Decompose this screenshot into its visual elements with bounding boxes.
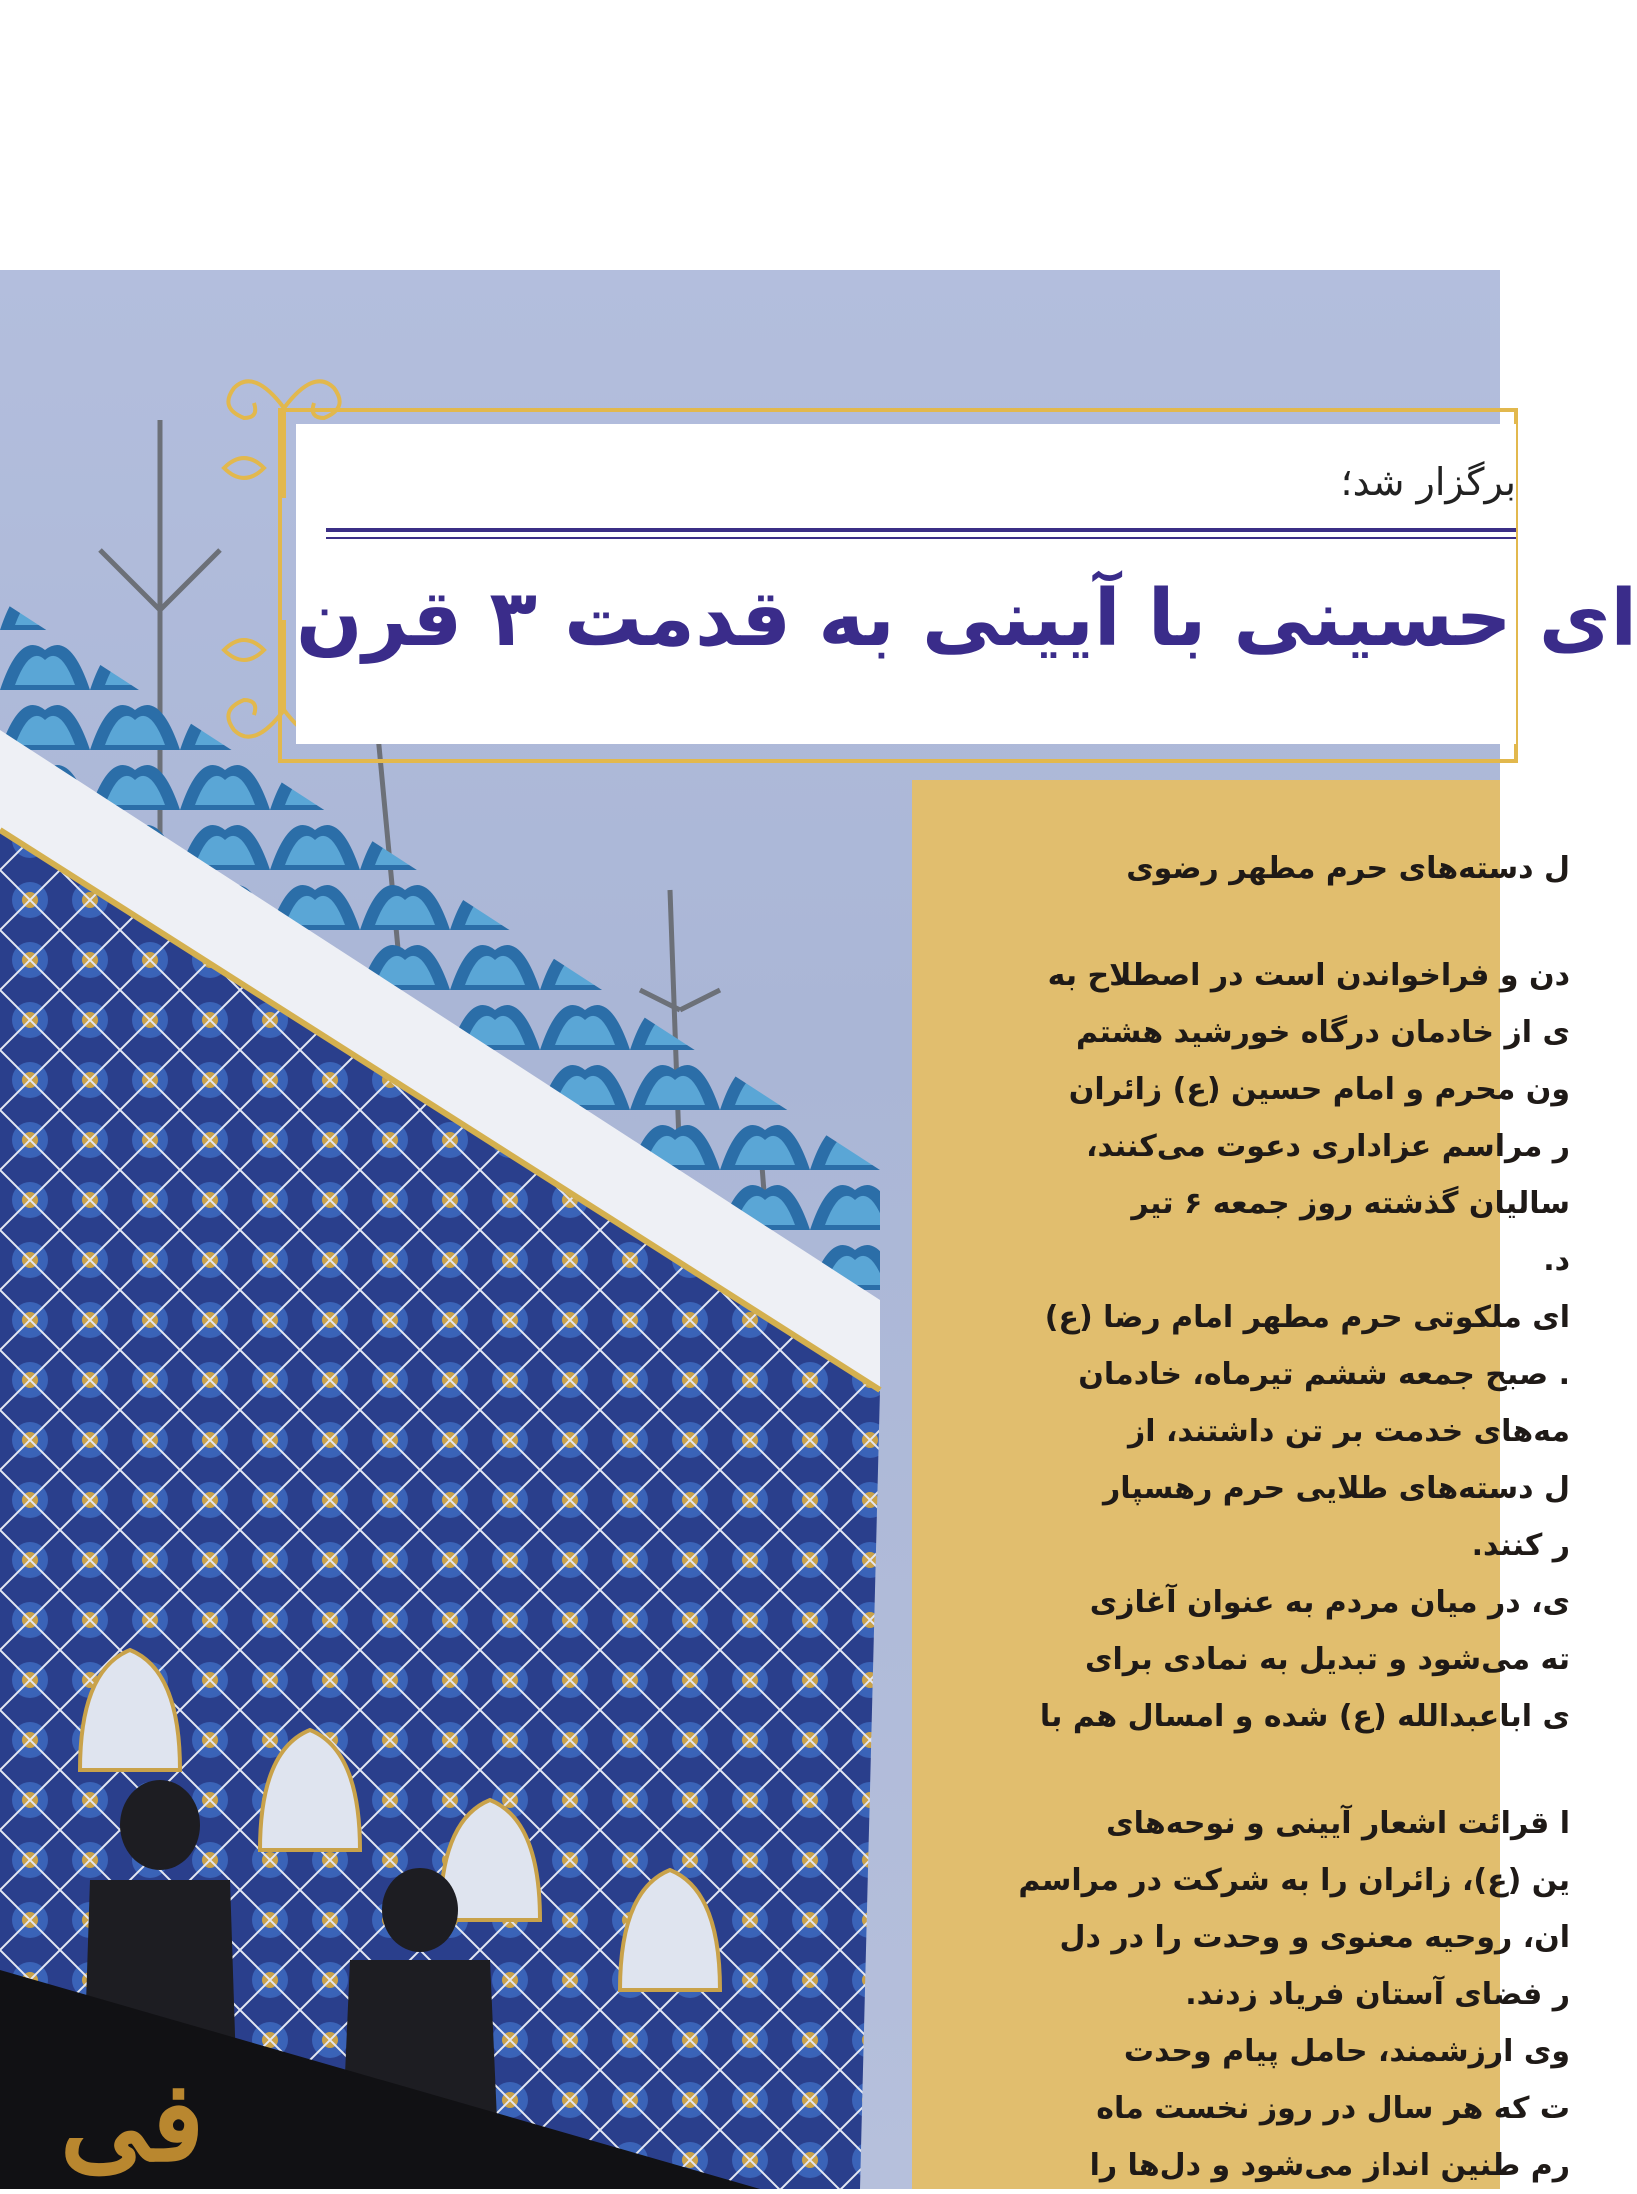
article-line: ی، در میان مردم به عنوان آغازی [1089,1585,1570,1620]
article-line: وی ارزشمند، حامل پیام وحدت [1123,2034,1570,2069]
article-line: سالیان گذشته روز جمعه ۶ تیر [1131,1186,1570,1221]
headline: ای حسینی با آیینی به قدمت ۳ قرن [296,574,1637,664]
article-line: ی از خادمان درگاه خورشید هشتم [1076,1015,1570,1050]
article-line: ین (ع)، زائران را به شرکت در مراسم [1018,1863,1570,1898]
article-line: دن و فراخواندن است در اصطلاح به [1047,958,1570,993]
article-line: ا قرائت اشعار آیینی و نوحه‌های [1106,1806,1570,1841]
title-rule-thin [326,537,1516,539]
paragraph-gap [950,897,1570,947]
article-line: ر فضای آستان فریاد زدند. [1185,1977,1570,2012]
banner-calligraphy: فی [60,2057,205,2186]
article-line: ته می‌شود و تبدیل به نمادی برای [1085,1642,1570,1677]
article-line: . صبح جمعه ششم تیرماه، خادمان [1078,1357,1570,1392]
article-line: ل دسته‌های حرم مطهر رضوی [1126,851,1570,886]
paragraph-gap [950,1745,1570,1795]
article-line: رم طنین انداز می‌شود و دل‌ها را [1089,2148,1570,2183]
article-line: ون محرم و امام حسین (ع) زائران [1068,1072,1570,1107]
article-line: د. [1543,1243,1570,1278]
article-line: ل دسته‌های طلایی حرم رهسپار [1102,1471,1570,1506]
article-line: مه‌های خدمت بر تن داشتند، از [1128,1414,1570,1449]
article-panel [912,780,1570,2189]
article-line: ت که هر سال در روز نخست ماه [1096,2091,1570,2126]
article-line: ای ملکوتی حرم مطهر امام رضا (ع) [1044,1300,1570,1335]
title-rule [326,528,1516,532]
kicker: برگزار شد؛ [1340,460,1516,504]
title-box [296,424,1637,744]
article-line: ان، روحیه معنوی و وحدت را در دل [1059,1920,1570,1955]
article-line: ی اباعبدالله (ع) شده و امسال هم با [1039,1699,1570,1734]
article-line: ر مراسم عزاداری دعوت می‌کنند، [1086,1129,1570,1164]
article-body [950,840,1570,2194]
article-line: ر کنند. [1471,1528,1570,1563]
